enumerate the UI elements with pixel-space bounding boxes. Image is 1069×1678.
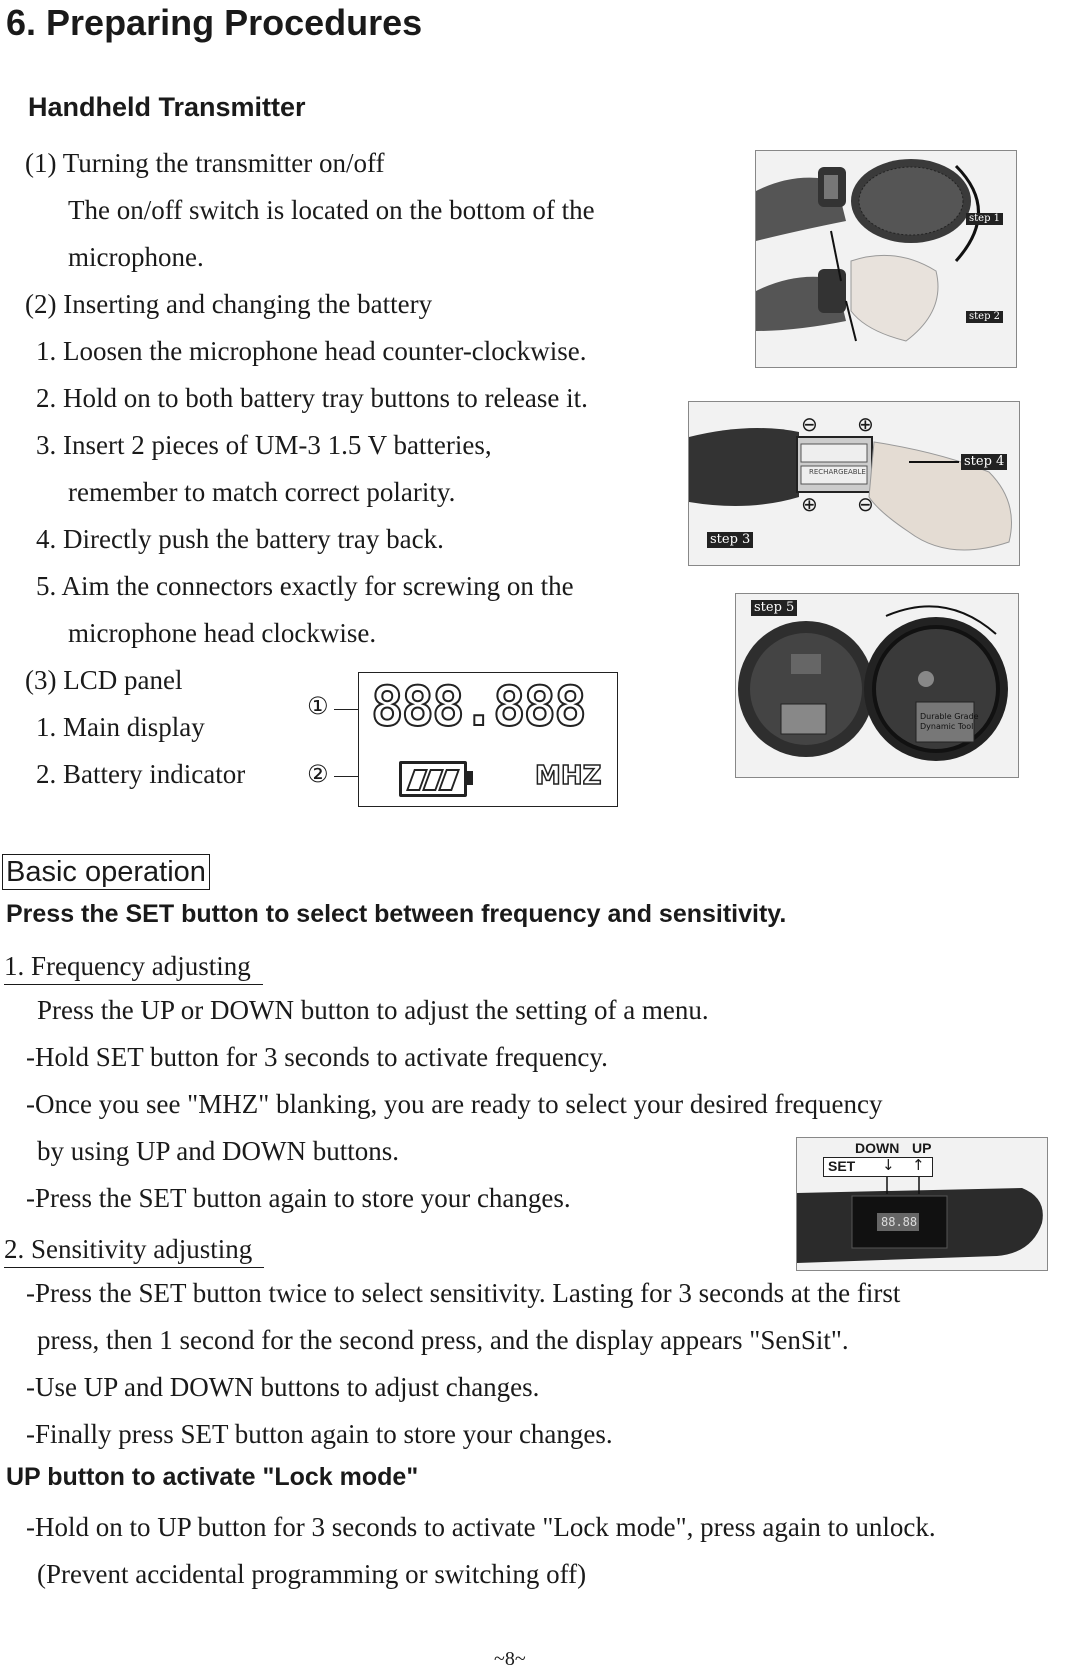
battery-step-3b: remember to match correct polarity.	[68, 477, 456, 507]
frequency-line-4: by using UP and DOWN buttons.	[37, 1136, 399, 1166]
frequency-line-2: -Hold SET button for 3 seconds to activate frequency.	[26, 1042, 608, 1072]
lock-mode-line-1: -Hold on to UP button for 3 seconds to activate "Lock mode", press again to unlock.	[26, 1512, 936, 1542]
on-off-text-line-2: microphone.	[68, 242, 204, 272]
step-3-label: step 3	[707, 532, 753, 548]
plus-bottom-symbol: ⊕	[801, 492, 818, 516]
battery-step-1: 1. Loosen the microphone head counter-clockwise.	[36, 336, 587, 366]
battery-step-5b: microphone head clockwise.	[68, 618, 377, 648]
lcd-leader-line-2	[334, 776, 360, 777]
subsection-battery-title: (2) Inserting and changing the battery	[25, 289, 433, 319]
up-button-label: UP	[912, 1140, 932, 1156]
lcd-item-main-display: 1. Main display	[36, 712, 205, 742]
subsection-on-off-title: (1) Turning the transmitter on/off	[25, 148, 385, 178]
photo-step-5	[735, 593, 1019, 778]
basic-operation-heading: Basic operation	[2, 854, 210, 890]
page-number: ~8~	[494, 1648, 526, 1670]
screw-head-illustration	[736, 594, 1018, 777]
lcd-unit-mhz: MHZ	[535, 761, 602, 791]
lcd-leader-line-1	[334, 709, 360, 710]
step-1-label: step 1	[966, 213, 1003, 225]
battery-step-5a: 5. Aim the connectors exactly for screwing on the	[36, 571, 574, 601]
page-title: 6. Preparing Procedures	[6, 2, 423, 43]
battery-step-4: 4. Directly push the battery tray back.	[36, 524, 444, 554]
frequency-adjusting-title: 1. Frequency adjusting	[4, 948, 263, 985]
lcd-marker-1: ①	[307, 692, 329, 720]
step-5-label: step 5	[751, 600, 797, 616]
minus-top-symbol: ⊖	[801, 412, 818, 436]
frequency-line-3: -Once you see "MHZ" blanking, you are ready to select your desired frequency	[26, 1089, 883, 1119]
basic-operation-intro: Press the SET button to select between frequency and sensitivity.	[6, 900, 787, 928]
sensitivity-line-3: -Use UP and DOWN buttons to adjust changes.	[26, 1372, 540, 1402]
sensitivity-line-2: press, then 1 second for the second press, and the display appears "SenSit".	[37, 1325, 849, 1355]
photo-step-1-2	[755, 150, 1017, 368]
microphone-head-removal-illustration	[756, 151, 1016, 367]
down-arrow-icon: ↓	[882, 1156, 895, 1174]
photo-step-3-4	[688, 401, 1020, 566]
lcd-panel	[358, 672, 618, 807]
lcd-main-display: 888.888	[371, 675, 585, 738]
lcd-marker-2: ②	[307, 760, 329, 788]
on-off-text-line-1: The on/off switch is located on the bottom of the	[68, 195, 595, 225]
minus-bottom-symbol: ⊖	[857, 492, 874, 516]
section-heading-handheld: Handheld Transmitter	[28, 92, 306, 122]
down-button-label: DOWN	[855, 1140, 900, 1156]
battery-step-2: 2. Hold on to both battery tray buttons to release it.	[36, 383, 588, 413]
battery-sticker-text: RECHARGEABLE	[809, 468, 866, 476]
step-4-label: step 4	[961, 454, 1007, 470]
frequency-line-1: Press the UP or DOWN button to adjust the setting of a menu.	[37, 995, 709, 1025]
lcd-item-battery-indicator: 2. Battery indicator	[36, 759, 246, 789]
plus-top-symbol: ⊕	[857, 412, 874, 436]
subsection-lcd-title: (3) LCD panel	[25, 665, 183, 695]
cap-label-line-2: Dynamic Tool	[920, 722, 974, 731]
lock-mode-line-2: (Prevent accidental programming or switching off)	[37, 1559, 587, 1589]
button-label-box	[823, 1157, 933, 1177]
sensitivity-adjusting-title: 2. Sensitivity adjusting	[4, 1231, 264, 1268]
sensitivity-line-4: -Finally press SET button again to store your changes.	[26, 1419, 613, 1449]
lock-mode-heading: UP button to activate "Lock mode"	[6, 1463, 419, 1491]
frequency-line-5: -Press the SET button again to store your changes.	[26, 1183, 571, 1213]
up-arrow-icon: ↑	[912, 1156, 925, 1174]
sensitivity-line-1: -Press the SET button twice to select sensitivity. Lasting for 3 seconds at the first	[26, 1278, 901, 1308]
cap-label-line-1: Durable Grade	[920, 712, 979, 721]
set-button-label: SET	[828, 1158, 856, 1174]
step-2-label: step 2	[966, 311, 1003, 323]
battery-indicator-icon	[399, 761, 467, 797]
battery-step-3a: 3. Insert 2 pieces of UM-3 1.5 V batteries,	[36, 430, 492, 460]
transmitter-lcd-readout: 88.88	[881, 1215, 918, 1229]
photo-control-buttons	[796, 1137, 1048, 1271]
